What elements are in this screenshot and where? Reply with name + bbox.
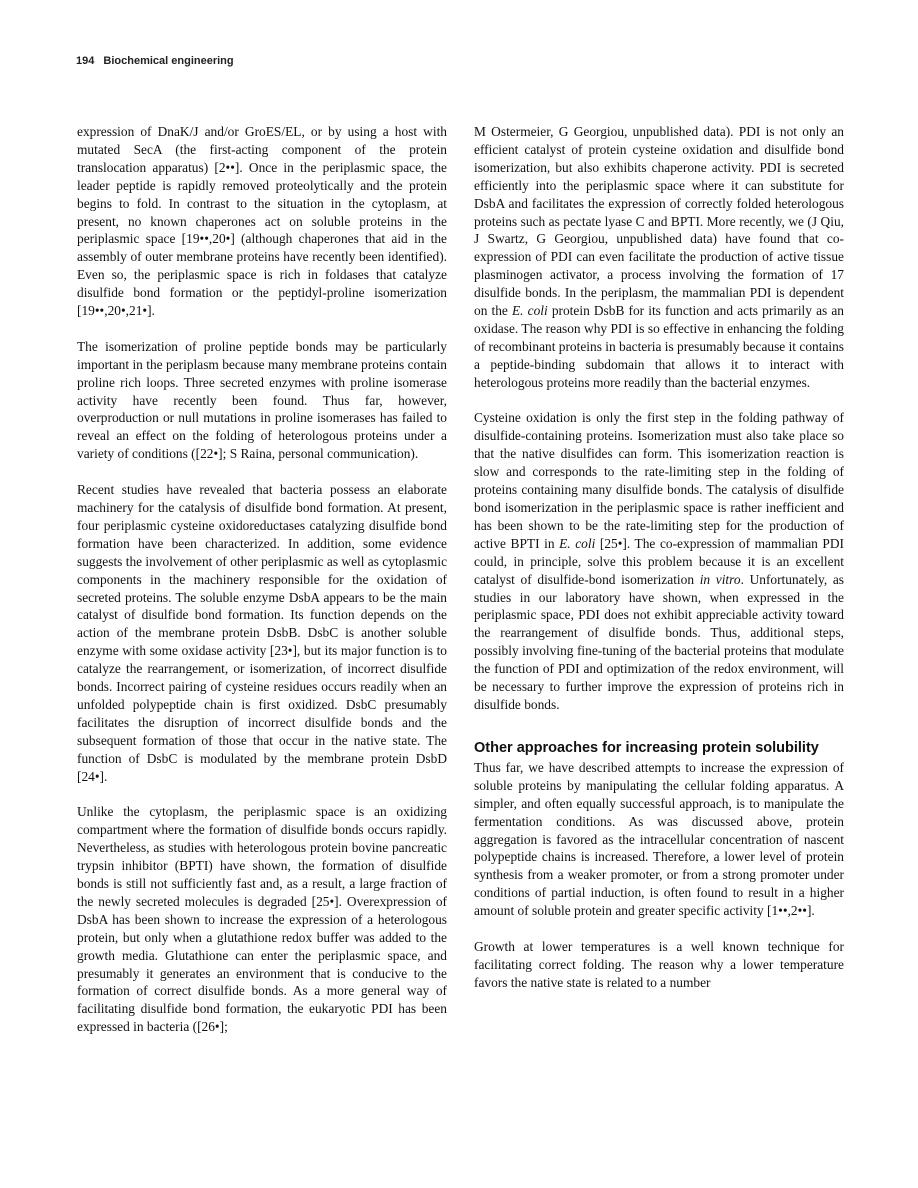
right-paragraph-2 [474, 409, 844, 713]
species-name: E. coli [511, 303, 548, 319]
right-paragraph-2-part-a: Cysteine oxidation is only the first step in the folding pathway of disulfide-containing proteins. Isomerization must also take place so that the native disulfides can form. This isomerization reaction is slow and corresponds to the rate-limiting step in the folding of proteins containing many disulfide bonds. The catalysis of disulfide bond isomerization in the periplasmic space is rather inefficient and has been shown to be the rate-limiting step for the production of active BPTI in [474, 410, 844, 551]
left-paragraph-3: Recent studies have revealed that bacteria possess an elaborate machinery for the catalysis of disulfide bond formation. At present, four periplasmic cysteine oxidoreductases catalyzing disulfide bond formation have been characterized. In addition, some evidence suggests the involvement of other periplasmic as well as cytoplasmic components in the machinery responsible for the oxidation of secreted proteins. The soluble enzyme DsbA appears to be the main catalyst of disulfide bond formation. Its function depends on the action of the membrane protein DsbB. DsbC is another soluble enzyme with some oxidase activity [23•], but its major function is to catalyze the rearrangement, or isomerization, of incorrect disulfide bonds. Incorrect pairing of cysteine residues occurs readily when an unfolded polypeptide chain is first oxidized. DsbC presumably facilitates the disruption of incorrect disulfide bonds and the subsequent formation of those that occur in the native state. The function of DsbC is modulated by the membrane protein DsbD [24•]. [77, 482, 448, 784]
right-paragraph-1 [474, 123, 844, 392]
left-column [77, 123, 447, 1036]
right-paragraph-2-part-c: . Unfortunately, as studies in our laboratory have shown, when expressed in the periplasmic space, PDI does not exhibit appreciable activity toward the rearrangement of disulfide bonds. Thus, additional steps, possibly involving fine-tuning of the bacterial proteins that modulate the function of PDI and optimization of the redox environment, will be necessary to further improve the expression of proteins rich in disulfide bonds. [474, 571, 844, 712]
species-name: E. coli [559, 535, 596, 551]
section-heading: Other approaches for increasing protein solubility [474, 739, 819, 756]
right-paragraph-2-part-b: [25•]. The co-expression of mammalian PDI could, in principle, solve this problem because it is an excellent catalyst of disulfide-bond isomerization [474, 535, 844, 587]
in-vitro-term: in vitro [699, 571, 741, 587]
right-column [474, 123, 844, 992]
page-number: 194 [76, 55, 95, 67]
right-paragraph-3: Thus far, we have described attempts to increase the expression of soluble proteins by manipulating the cellular folding apparatus. A simpler, and often equally successful approach, is to manipulate the fermentation conditions. As was discussed above, protein aggregation is favored as the intracellular concentration of nascent polypeptide chains is increased. Therefore, a lower level of protein synthesis from a weaker promoter, or from a strong promoter under conditions of partial induction, is often found to result in a higher amount of soluble protein and greater specific activity [1••,2••]. [474, 759, 844, 919]
left-paragraph-4: Unlike the cytoplasm, the periplasmic space is an oxidizing compartment where the formation of disulfide bonds occurs rapidly. Nevertheless, as studies with heterologous protein bovine pancreatic trypsin inhibitor (BPTI) have shown, the formation of disulfide bonds is still not sufficiently fast and, as a result, a large fraction of the newly secreted molecules is degraded [25•]. Overexpression of DsbA has been shown to increase the expression of a heterologous protein, but only when a glutathione redox buffer was added to the growth media. Glutathione can enter the periplasmic space, and presumably it generates an environment that is conducive to the formation of correct disulfide bonds. As a more general way of facilitating disulfide bond formation, the eukaryotic PDI has been expressed in bacteria ([26•]; [77, 804, 447, 1035]
running-head [76, 55, 234, 67]
right-paragraph-4: Growth at lower temperatures is a well known technique for facilitating correct folding. The reason why a lower temperature favors the native state is related to a number [474, 938, 844, 990]
right-paragraph-1-text: M Ostermeier, G Georgiou, unpublished data). PDI is not only an efficient catalyst of protein cysteine oxidation and disulfide bond isomerization, but also exhibits chaperone activity. PDI is secreted efficiently into the periplasmic space where it can substitute for DsbA and facilitates the expression of correctly folded heterologous proteins such as pectate lyase C and BPTI. More recently, we (J Qiu, J Swartz, G Georgiou, unpublished data) have found that co-expression of PDI can even facilitate the production of active tissue plasminogen activator, a process involving the formation of 17 disulfide bonds. In the periplasm, the mammalian PDI is dependent on the [474, 124, 844, 319]
left-paragraph-2: The isomerization of proline peptide bonds may be particularly important in the periplasm because many membrane proteins contain proline rich loops. Three secreted enzymes with proline isomerase activity have recently been found. Thus far, however, overproduction or null mutations in proline isomerases has failed to reveal an effect on the folding of heterologous proteins under a variety of conditions ([22•]; S Raina, personal communication). [77, 338, 447, 462]
right-paragraph-1-tail: protein DsbB for its function and acts primarily as an oxidase. The reason why PDI is so effective in enhancing the folding of recombinant proteins in bacteria is presumably because it contains a peptide-binding subdomain that allows it to interact with heterologous proteins more readily than the bacterial enzymes. [474, 303, 844, 390]
journal-section-title: Biochemical engineering [103, 55, 234, 67]
left-paragraph-1: expression of DnaK/J and/or GroES/EL, or by using a host with mutated SecA (the first-acting component of the protein translocation apparatus) [2••]. Once in the periplasmic space, the leader peptide is rapidly removed proteolytically and the protein begins to fold. In contrast to the situation in the cytoplasm, at present, no known chaperones act on soluble proteins in the periplasmic space [19••,20•] (although chaperones that aid in the assembly of outer membrane proteins have recently been identified). Even so, the periplasmic space is rich in foldases that catalyze disulfide bond formation or the peptidyl-proline isomerization [19••,20•,21•]. [77, 124, 447, 319]
